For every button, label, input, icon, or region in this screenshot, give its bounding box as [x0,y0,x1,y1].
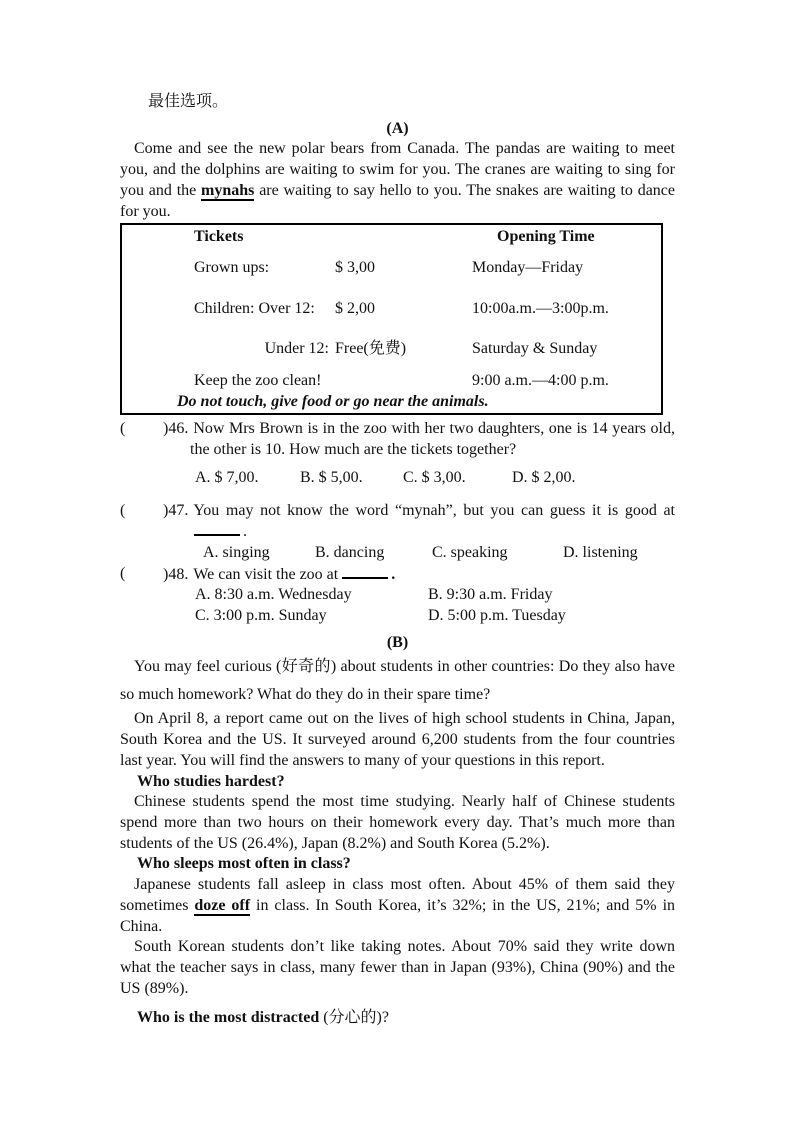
answer-paren: ( [120,420,126,438]
ticket-price: $ 3,00 [335,258,375,276]
option-c: C. 3:00 p.m. Sunday [195,607,327,625]
heading3-bold-part: Who is the most distracted [137,1009,320,1027]
opening-time: 10:00a.m.—3:00p.m. [472,299,609,317]
option-a: A. $ 7,00. [195,468,259,486]
section-b-label: (B) [386,633,409,651]
question-48-options-row2 [195,606,675,627]
intro-text-post: are waiting to say hello to you. The snakes are waiting to dance for you. [120,181,676,220]
question-46-options [195,468,675,489]
question-46-body [163,419,675,460]
ticket-label: Under 12: [264,340,329,358]
section-a-label: (A) [386,119,409,137]
subheading-who-is-most-distracted [137,1008,675,1029]
table-row [122,299,661,320]
page-content [120,92,675,1029]
opening-time: 9:00 a.m.—4:00 p.m. [472,372,609,390]
subheading-who-studies-hardest: Who studies hardest? [137,772,285,790]
option-a: A. singing [203,543,270,561]
question-text: You may not know the word “mynah”, but you can guess it is good at [193,501,675,519]
question-number: )48. [163,565,189,583]
table-header-row [122,227,661,248]
instruction-tail: 最佳选项。 [148,93,229,110]
option-b: B. $ 5,00. [300,468,363,486]
answer-paren: ( [120,501,126,519]
option-d: D. listening [563,543,638,561]
heading3-chinese-part: (分心的)? [319,1009,389,1027]
section-b-paragraph-3: Chinese students spend the most time studying. Nearly half of Chinese students spend more than two hours on their homework every day. That’s much more than students of the US (26.4%), Japan (8.2%) and South Korea (5.2%). [120,793,675,852]
zoo-info-table [120,223,663,415]
underlined-phrase-doze-off: doze off [194,896,251,914]
option-c: C. speaking [432,543,508,561]
answer-paren: ( [120,564,126,582]
question-47-options [203,543,675,564]
question-number: )47. [163,501,189,519]
option-b: B. dancing [315,543,385,561]
section-a-intro-paragraph [120,139,675,222]
ticket-price: Free(免费) [335,340,407,358]
table-footer-warning: Do not touch, give food or go near the animals. [177,392,489,410]
answer-blank [194,521,240,536]
option-b: B. 9:30 a.m. Friday [428,586,553,604]
question-46 [120,419,675,460]
opening-time: Monday—Friday [472,258,584,276]
section-b-paragraph-2: On April 8, a report came out on the lives of high school students in China, Japan, South Korea and the US. It surveyed around 6,200 students from the four countries last year. You will find the answers to many of your questions in this report. [120,710,675,769]
section-b-paragraph-1: You may feel curious (好奇的) about students in other countries: Do they also have so much homework? What do they do in their spare time? [120,658,675,704]
question-48 [120,564,675,586]
question-48-body [163,564,675,586]
question-text: Now Mrs Brown is in the zoo with her two daughters, one is 14 years old, the other is 10. How much are the tickets together? [190,420,675,459]
opening-time: Saturday & Sunday [472,340,598,358]
option-c: C. $ 3,00. [403,468,466,486]
ticket-price: $ 2,00 [335,299,375,317]
para4-pre: Japanese students fall asleep in class most often. About 45% of them said they sometimes [120,876,675,914]
underlined-word-mynahs: mynahs [201,181,255,199]
question-text: We can visit the zoo at [193,565,339,583]
table-row [122,371,661,392]
answer-blank [342,564,388,579]
table-row [122,258,661,279]
question-47 [120,501,675,543]
question-number: )46. [163,420,189,438]
option-a: A. 8:30 a.m. Wednesday [195,586,352,604]
tickets-header: Tickets [194,228,244,246]
question-48-options-row1 [195,585,675,606]
option-d: D. $ 2,00. [512,468,576,486]
ticket-label: Children: Over 12: [194,299,315,317]
table-row [122,339,661,360]
spacer-cell [335,227,472,248]
para4-post: in class. In South Korea, it’s 32%; in the US, 21%; and 5% in China. [120,896,676,935]
ticket-label: Grown ups: [194,258,270,276]
question-text-after-blank: . [391,565,396,583]
subheading-who-sleeps-most: Who sleeps most often in class? [137,855,351,873]
section-b-paragraph-5: South Korean students don’t like taking notes. About 70% said they write down what the teacher says in class, many fewer than in Japan (93%), China (90%) and the US (89%). [120,938,675,997]
zoo-clean-note: Keep the zoo clean! [194,372,322,390]
option-d: D. 5:00 p.m. Tuesday [428,607,566,625]
intro-text-pre: Come and see the new polar bears from Canada. The pandas are waiting to meet you, and the dolphins are waiting to swim for you. The cranes are waiting to sing for you and the [120,140,675,199]
question-47-body [163,501,675,543]
section-b-paragraph-4 [120,875,675,937]
question-text-after-blank: . [243,523,247,541]
opening-time-header: Opening Time [497,228,595,246]
